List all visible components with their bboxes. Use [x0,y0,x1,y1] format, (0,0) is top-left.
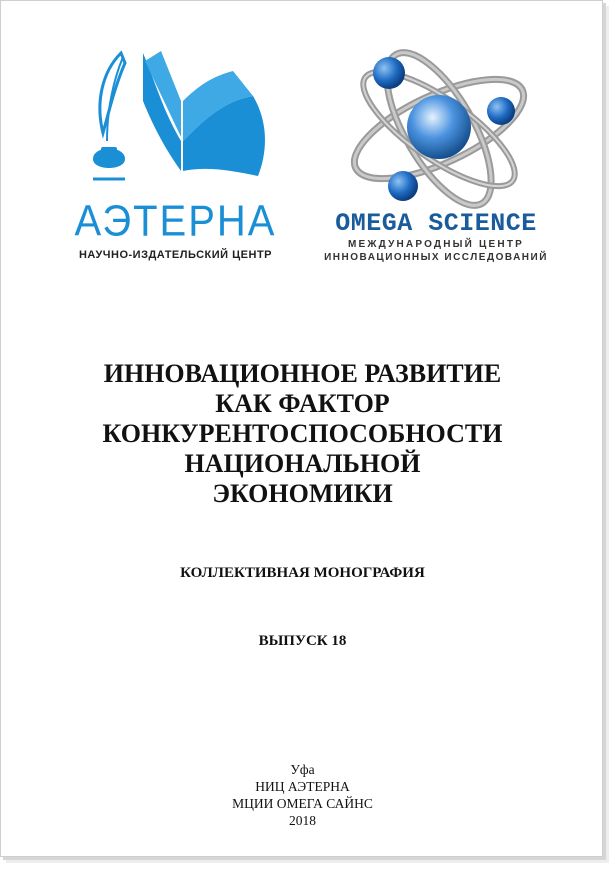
imprint-partner: МЦИИ ОМЕГА САЙНС [232,796,373,811]
omega-science-logo [311,41,561,271]
imprint-publisher: НИЦ АЭТЕРНА [255,779,350,794]
book-title [1,359,604,509]
aeterna-subtitle: НАУЧНО-ИЗДАТЕЛЬСКИЙ ЦЕНТР [78,249,273,261]
imprint-year: 2018 [289,813,316,828]
omega-subtitle-line1: МЕЖДУНАРОДНЫЙ ЦЕНТР [347,239,524,250]
omega-wordmark: OMEGA SCIENCE [335,209,537,238]
title-line: НАЦИОНАЛЬНОЙ [184,449,421,478]
aeterna-wordmark: АЭТЕРНА [74,196,277,246]
imprint-city: Уфа [290,762,315,777]
issue-number: ВЫПУСК 18 [258,633,347,649]
imprint [1,761,604,829]
title-line: ИННОВАЦИОННОЕ РАЗВИТИЕ [103,359,502,388]
aeterna-logo [63,41,288,271]
omega-subtitle-line2: ИННОВАЦИОННЫХ ИССЛЕДОВАНИЙ [324,252,548,263]
title-line: КОНКУРЕНТОСПОСОБНОСТИ [102,419,503,448]
title-line: ЭКОНОМИКИ [212,479,393,508]
title-line: КАК ФАКТОР [215,389,390,418]
book-subtitle: КОЛЛЕКТИВНАЯ МОНОГРАФИЯ [180,565,425,581]
book-quill-icon [63,41,288,201]
atom-icon [311,41,561,211]
